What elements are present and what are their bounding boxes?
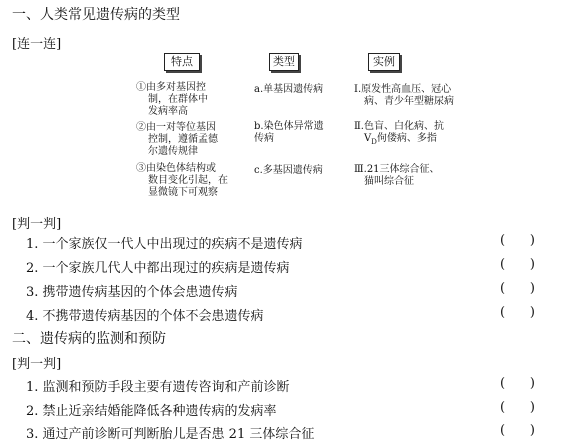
answer-blank[interactable]: ( ) [500, 233, 535, 248]
judge-2-item-2: 2. 禁止近亲结婚能降低各种遗传病的发病率 [26, 404, 277, 419]
header-types: 类型 [269, 53, 299, 71]
judge-1-item-3: 3. 携带遗传病基因的个体会患遗传病 [26, 285, 238, 300]
example-2: Ⅱ.色盲、白化病、抗 $V_D$佝偻病、多指 [354, 121, 444, 146]
judge-2-item-3: 3. 通过产前诊断可判断胎儿是否患 21 三体综合征 [26, 427, 315, 442]
answer-blank[interactable]: ( ) [500, 400, 535, 415]
header-examples: 实例 [368, 53, 400, 71]
answer-blank[interactable]: ( ) [500, 281, 535, 296]
answer-blank[interactable]: ( ) [500, 305, 535, 320]
feature-3: ③由染色体结构或 数目变化引起，在 显微镜下可观察 [136, 163, 228, 198]
judge-2-item-1: 1. 监测和预防手段主要有遗传咨询和产前诊断 [26, 380, 290, 395]
judge-1-label: [判一判] [12, 217, 62, 232]
answer-blank[interactable]: ( ) [500, 257, 535, 272]
type-a: a.单基因遗传病 [254, 84, 324, 95]
type-c: c.多基因遗传病 [254, 165, 323, 176]
judge-1-item-4: 4. 不携带遗传病基因的个体不会患遗传病 [26, 309, 264, 324]
judge-1-item-2: 2. 一个家族几代人中都出现过的疾病是遗传病 [26, 261, 290, 276]
section-2-title: 二、遗传病的监测和预防 [12, 331, 166, 347]
example-3: Ⅲ.21三体综合征、 猫叫综合征 [354, 164, 440, 187]
judge-1-item-1: 1. 一个家族仅一代人中出现过的疾病不是遗传病 [26, 237, 303, 252]
answer-blank[interactable]: ( ) [500, 376, 535, 391]
header-features: 特点 [164, 53, 200, 71]
section-1-title: 一、人类常见遗传病的类型 [12, 7, 180, 23]
type-b: b.染色体异常遗 传病 [254, 121, 324, 144]
answer-blank[interactable]: ( ) [500, 423, 535, 438]
match-label: [连一连] [12, 37, 62, 52]
feature-1: ①由多对基因控 制，在群体中 发病率高 [136, 82, 208, 117]
feature-2: ②由一对等位基因 控制，遵循孟德 尔遗传规律 [136, 122, 218, 157]
judge-2-label: [判一判] [12, 357, 62, 372]
example-1: Ⅰ.原发性高血压、冠心 病、青少年型糖尿病 [354, 84, 454, 107]
